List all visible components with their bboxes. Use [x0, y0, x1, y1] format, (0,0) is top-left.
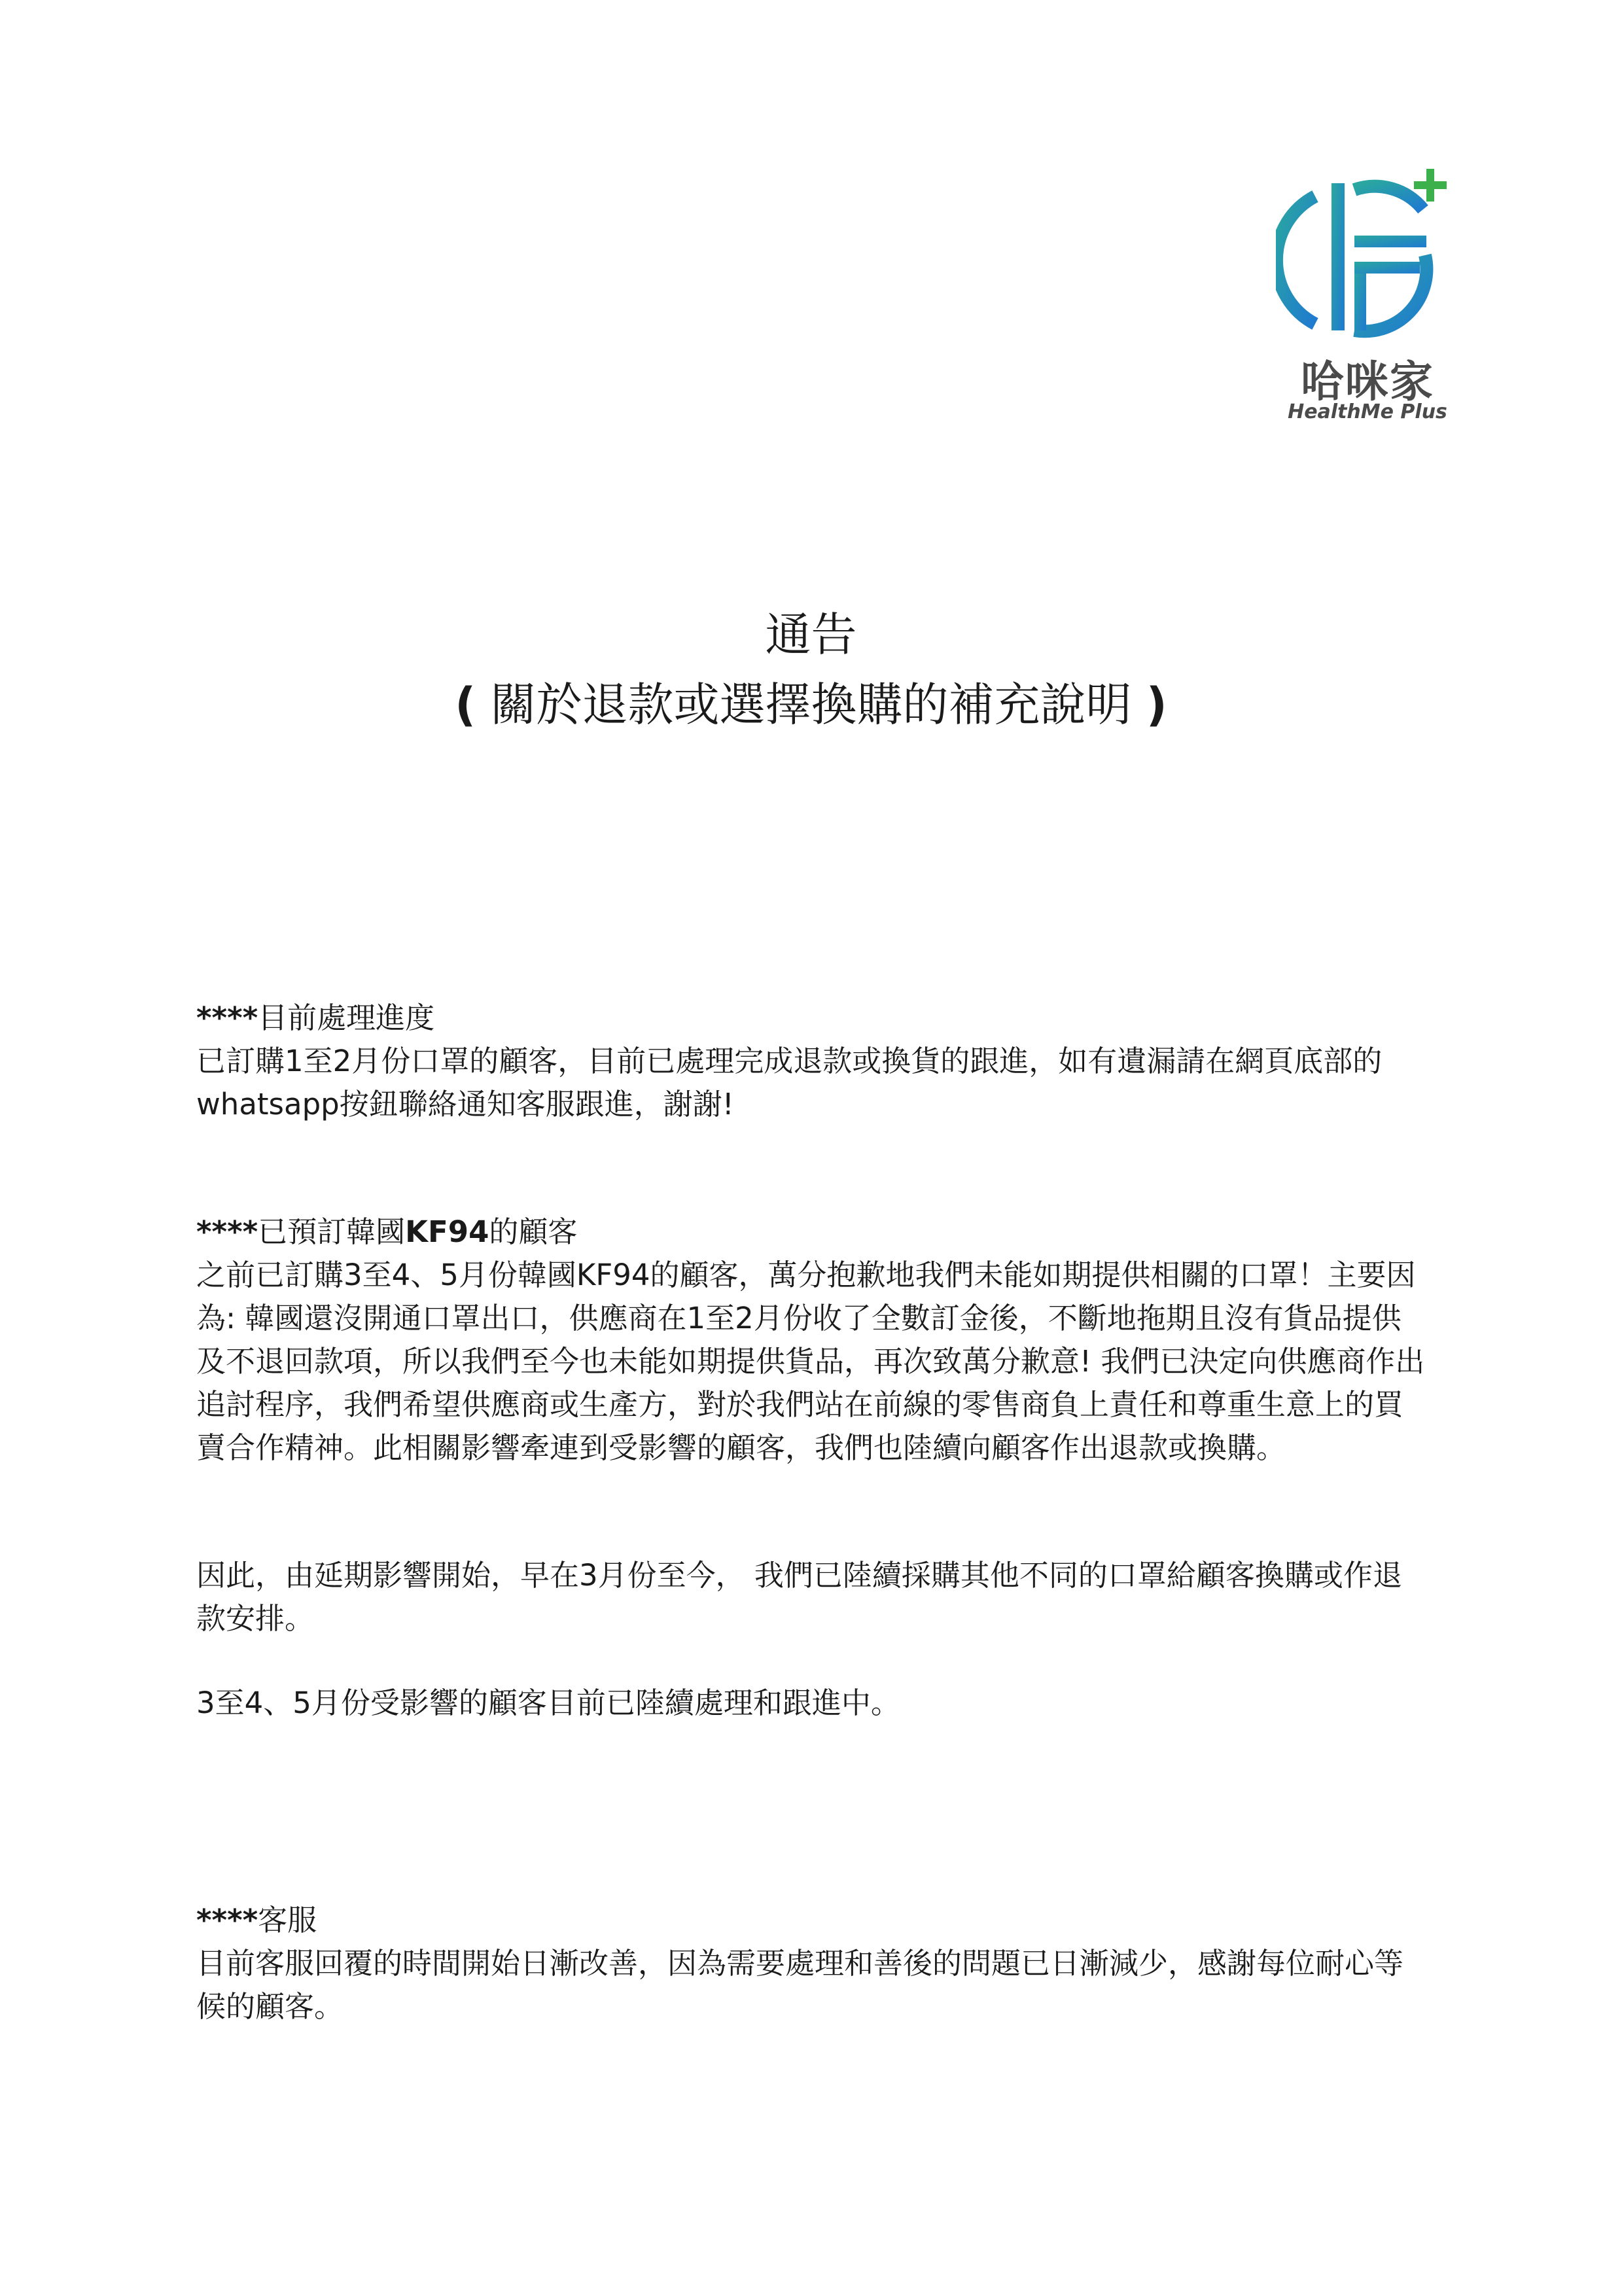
- logo-mark-icon: [1276, 164, 1459, 340]
- heading-text: 客服: [258, 1903, 317, 1937]
- section-progress: [196, 997, 1426, 1126]
- section-body: 目前客服回覆的時間開始日漸改善，因為需要處理和善後的問題已日漸減少，感謝每位耐心等候的顧客。: [196, 1946, 1404, 2024]
- section-body: 已訂購1至2月份口罩的顧客，目前已處理完成退款或換貨的跟進，如有遺漏請在網頁底部的whatsapp按鈕聯絡通知客服跟進，謝謝!: [196, 1044, 1383, 1122]
- heading-text-bold: KF94: [405, 1214, 489, 1249]
- heading-prefix: ****: [196, 1903, 258, 1937]
- logo-name-cn: 哈咪家: [1301, 357, 1434, 407]
- section-body: 因此，由延期影響開始，早在3月份至今， 我們已陸續採購其他不同的口罩給顧客換購或作退款安排。: [196, 1558, 1402, 1636]
- subtitle-close-paren: ): [1146, 678, 1167, 732]
- section-heading: [196, 1899, 1426, 1942]
- section-heading: [196, 997, 1426, 1040]
- section-body: 之前已訂購3至4、5月份韓國KF94的顧客，萬分抱歉地我們未能如期提供相關的口罩！主要因為: 韓國還沒開通口罩出口，供應商在1至2月份收了全數訂金後，不斷地拖期且沒有貨品提供及不退回款項，所以我們至今也未能如期提供貨品，再次致萬分歉意! 我們已決定向供應商作出追討程序，我們希望供應商或生產方，對於我們站在前線的零售商負上責任和尊重生意上的買賣合作精神。此相關影響牽連到受影響的顧客，我們也陸續向顧客作出退款或換購。: [196, 1258, 1425, 1465]
- subtitle-open-paren: (: [455, 678, 476, 732]
- page-title: 通告: [765, 608, 857, 662]
- heading-prefix: ****: [196, 1214, 258, 1249]
- heading-prefix: ****: [196, 1000, 258, 1035]
- brand-logo: [1276, 164, 1472, 438]
- logo-name-en: HealthMe Plus: [1288, 400, 1447, 423]
- section-body: 3至4、5月份受影響的顧客目前已陸續處理和跟進中。: [196, 1686, 900, 1720]
- subtitle-text: 關於退款或選擇換購的補充說明: [490, 678, 1132, 732]
- section-heading: [196, 1210, 1426, 1254]
- heading-text-end: 的顧客: [489, 1214, 578, 1249]
- section-kf94-status: [196, 1682, 1426, 1725]
- section-service: [196, 1899, 1426, 2028]
- page-subtitle: [0, 667, 1622, 743]
- section-kf94-followup: [196, 1554, 1426, 1640]
- heading-text: 目前處理進度: [258, 1000, 435, 1035]
- section-kf94: [196, 1210, 1426, 1470]
- heading-text: 已預訂韓國: [258, 1214, 406, 1249]
- notice-title: [0, 602, 1622, 743]
